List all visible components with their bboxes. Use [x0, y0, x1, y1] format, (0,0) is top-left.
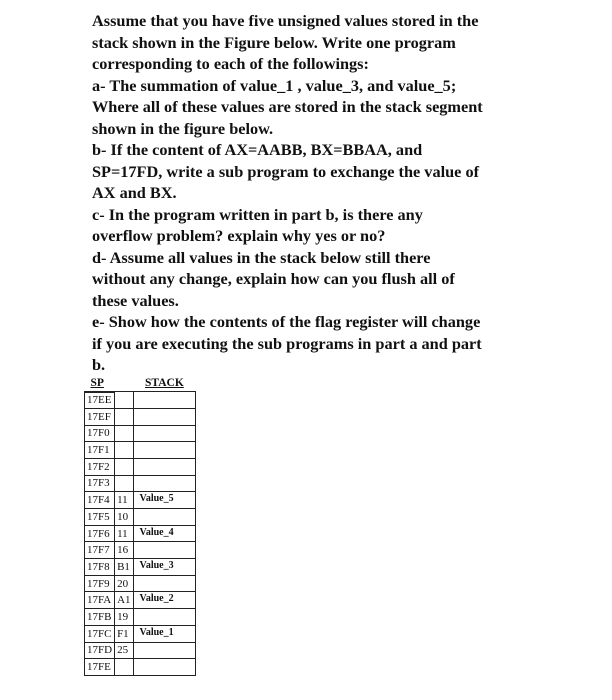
stack-address-cell: 17F6 [85, 525, 115, 542]
stack-address-cell: 17FA [85, 592, 115, 609]
stack-address-cell: 17FC [85, 625, 115, 642]
stack-row [85, 525, 196, 542]
stack-row [85, 609, 196, 626]
stack-row [85, 625, 196, 642]
question-line: without any change, explain how can you flush all of [92, 269, 455, 288]
stack-byte-cell: 25 [115, 642, 133, 659]
stack-value-label [133, 659, 195, 676]
stack-row [85, 542, 196, 559]
question-line: b. [92, 355, 106, 374]
stack-value-label: Value_2 [133, 592, 195, 609]
stack-byte-cell [115, 659, 133, 676]
stack-row [85, 659, 196, 676]
question-line: shown in the figure below. [92, 118, 274, 138]
question-line: SP=17FD, write a sub program to exchange the value of [92, 161, 480, 181]
stack-byte-cell: 19 [115, 609, 133, 626]
stack-value-label [133, 509, 195, 526]
stack-byte-cell: A1 [115, 592, 133, 609]
stack-byte-cell: F1 [115, 625, 133, 642]
stack-byte-cell [115, 392, 133, 409]
stack-row [85, 642, 196, 659]
stack-value-label [133, 475, 195, 492]
question-line: Assume that you have five unsigned values stored in the [92, 11, 479, 30]
question-line: these values. [92, 290, 179, 310]
stack-table [84, 375, 196, 676]
stack-value-label [133, 425, 195, 442]
stack-value-label [133, 609, 195, 626]
stack-value-label [133, 542, 195, 559]
question-line: if you are executing the sub programs in part a and part [92, 333, 482, 353]
stack-address-cell: 17F5 [85, 509, 115, 526]
stack-byte-cell [115, 475, 133, 492]
stack-address-cell: 17F2 [85, 458, 115, 475]
stack-address-cell: 17F3 [85, 475, 115, 492]
stack-address-cell: 17F9 [85, 575, 115, 592]
question-text [92, 10, 552, 376]
question-line: Where all of these values are stored in the stack segment [92, 97, 483, 116]
stack-byte-cell: B1 [115, 559, 133, 576]
stack-value-label: Value_3 [133, 559, 195, 576]
stack-value-label [133, 458, 195, 475]
question-line: d- Assume all values in the stack below still there [92, 247, 431, 267]
stack-address-cell: 17F7 [85, 542, 115, 559]
stack-row [85, 408, 196, 425]
stack-value-label [133, 392, 195, 409]
stack-byte-cell [115, 442, 133, 459]
stack-row [85, 492, 196, 509]
stack-byte-cell: 11 [115, 525, 133, 542]
question-line: overflow problem? explain why yes or no? [92, 226, 386, 245]
stack-value-label: Value_5 [133, 492, 195, 509]
stack-value-label: Value_1 [133, 625, 195, 642]
stack-row [85, 475, 196, 492]
stack-row [85, 592, 196, 609]
stack-row [85, 509, 196, 526]
stack-byte-cell: 11 [115, 492, 133, 509]
sp-column-header: SP [90, 376, 104, 389]
stack-table-header [85, 375, 196, 392]
question-line: corresponding to each of the followings: [92, 54, 369, 73]
stack-row [85, 425, 196, 442]
stack-value-label: Value_4 [133, 525, 195, 542]
stack-column-header: STACK [145, 377, 184, 390]
stack-value-label [133, 642, 195, 659]
stack-value-label [133, 408, 195, 425]
stack-byte-cell [115, 408, 133, 425]
stack-address-cell: 17F0 [85, 425, 115, 442]
stack-row [85, 559, 196, 576]
stack-row [85, 392, 196, 409]
stack-row [85, 458, 196, 475]
stack-row [85, 442, 196, 459]
stack-byte-cell [115, 458, 133, 475]
question-line: b- If the content of AX=AABB, BX=BBAA, and [92, 140, 423, 159]
stack-byte-cell: 20 [115, 575, 133, 592]
stack-address-cell: 17FE [85, 659, 115, 676]
question-line: stack shown in the Figure below. Write one program [92, 32, 456, 52]
question-line: e- Show how the contents of the flag register will change [92, 312, 481, 331]
stack-row [85, 575, 196, 592]
stack-address-cell: 17EE [85, 392, 115, 409]
stack-address-cell: 17F8 [85, 559, 115, 576]
stack-address-cell: 17F4 [85, 492, 115, 509]
stack-address-cell: 17F1 [85, 442, 115, 459]
question-line: c- In the program written in part b, is there any [92, 204, 423, 224]
stack-value-label [133, 575, 195, 592]
stack-byte-cell [115, 425, 133, 442]
question-line: AX and BX. [92, 183, 177, 202]
stack-value-label [133, 442, 195, 459]
stack-address-cell: 17FD [85, 642, 115, 659]
stack-byte-cell: 16 [115, 542, 133, 559]
stack-address-cell: 17EF [85, 408, 115, 425]
question-line: a- The summation of value_1 , value_3, and value_5; [92, 75, 457, 95]
stack-byte-cell: 10 [115, 509, 133, 526]
stack-address-cell: 17FB [85, 609, 115, 626]
